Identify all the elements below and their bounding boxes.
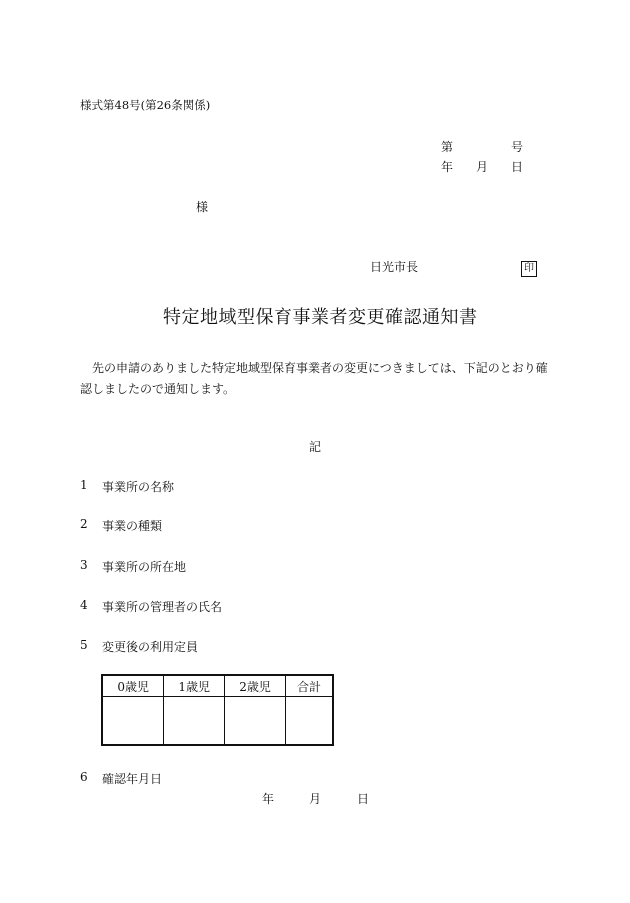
addressee-suffix: 様	[196, 200, 209, 214]
form-number: 様式第48号(第26条関係)	[80, 98, 211, 112]
item-2-number: 2	[80, 517, 88, 531]
item-4-number: 4	[80, 598, 88, 612]
capacity-header-total: 合計	[285, 675, 333, 697]
capacity-header-age0: 0歳児	[102, 675, 164, 697]
item-4-label: 事業所の管理者の氏名	[102, 600, 223, 614]
capacity-value-age0	[102, 697, 164, 746]
capacity-value-age2	[225, 697, 286, 746]
item-2-label: 事業の種類	[102, 519, 163, 533]
doc-number-suffix: 号	[511, 140, 524, 154]
capacity-header-age1: 1歳児	[164, 675, 225, 697]
seal-mark	[521, 256, 537, 277]
date-day-label: 日	[511, 160, 524, 174]
item-3-label: 事業所の所在地	[102, 560, 187, 574]
doc-number-prefix: 第	[441, 140, 454, 154]
item-1-label: 事業所の名称	[102, 480, 175, 494]
item-1-number: 1	[80, 478, 88, 492]
date-month-label: 月	[476, 160, 489, 174]
confirmation-day-label: 日	[357, 792, 370, 806]
item-6-number: 6	[80, 770, 88, 784]
date-year-label: 年	[441, 160, 454, 174]
document-title: 特定地域型保育事業者変更確認通知書	[163, 307, 478, 328]
capacity-value-total	[285, 697, 333, 746]
issuer-name: 日光市長	[370, 260, 419, 274]
capacity-value-age1	[164, 697, 225, 746]
body-text: 先の申請のありました特定地域型保育事業者の変更につきましては、下記のとおり確認しましたので通知します。	[80, 361, 548, 396]
capacity-header-age2: 2歳児	[225, 675, 286, 697]
item-3-number: 3	[80, 558, 88, 572]
capacity-table	[101, 674, 334, 746]
confirmation-month-label: 月	[309, 792, 322, 806]
confirmation-year-label: 年	[262, 792, 275, 806]
item-5-label: 変更後の利用定員	[102, 640, 199, 654]
item-6-label: 確認年月日	[102, 772, 163, 786]
item-5-number: 5	[80, 638, 88, 652]
ki-heading: 記	[309, 440, 322, 454]
seal-text: 印	[521, 261, 537, 277]
